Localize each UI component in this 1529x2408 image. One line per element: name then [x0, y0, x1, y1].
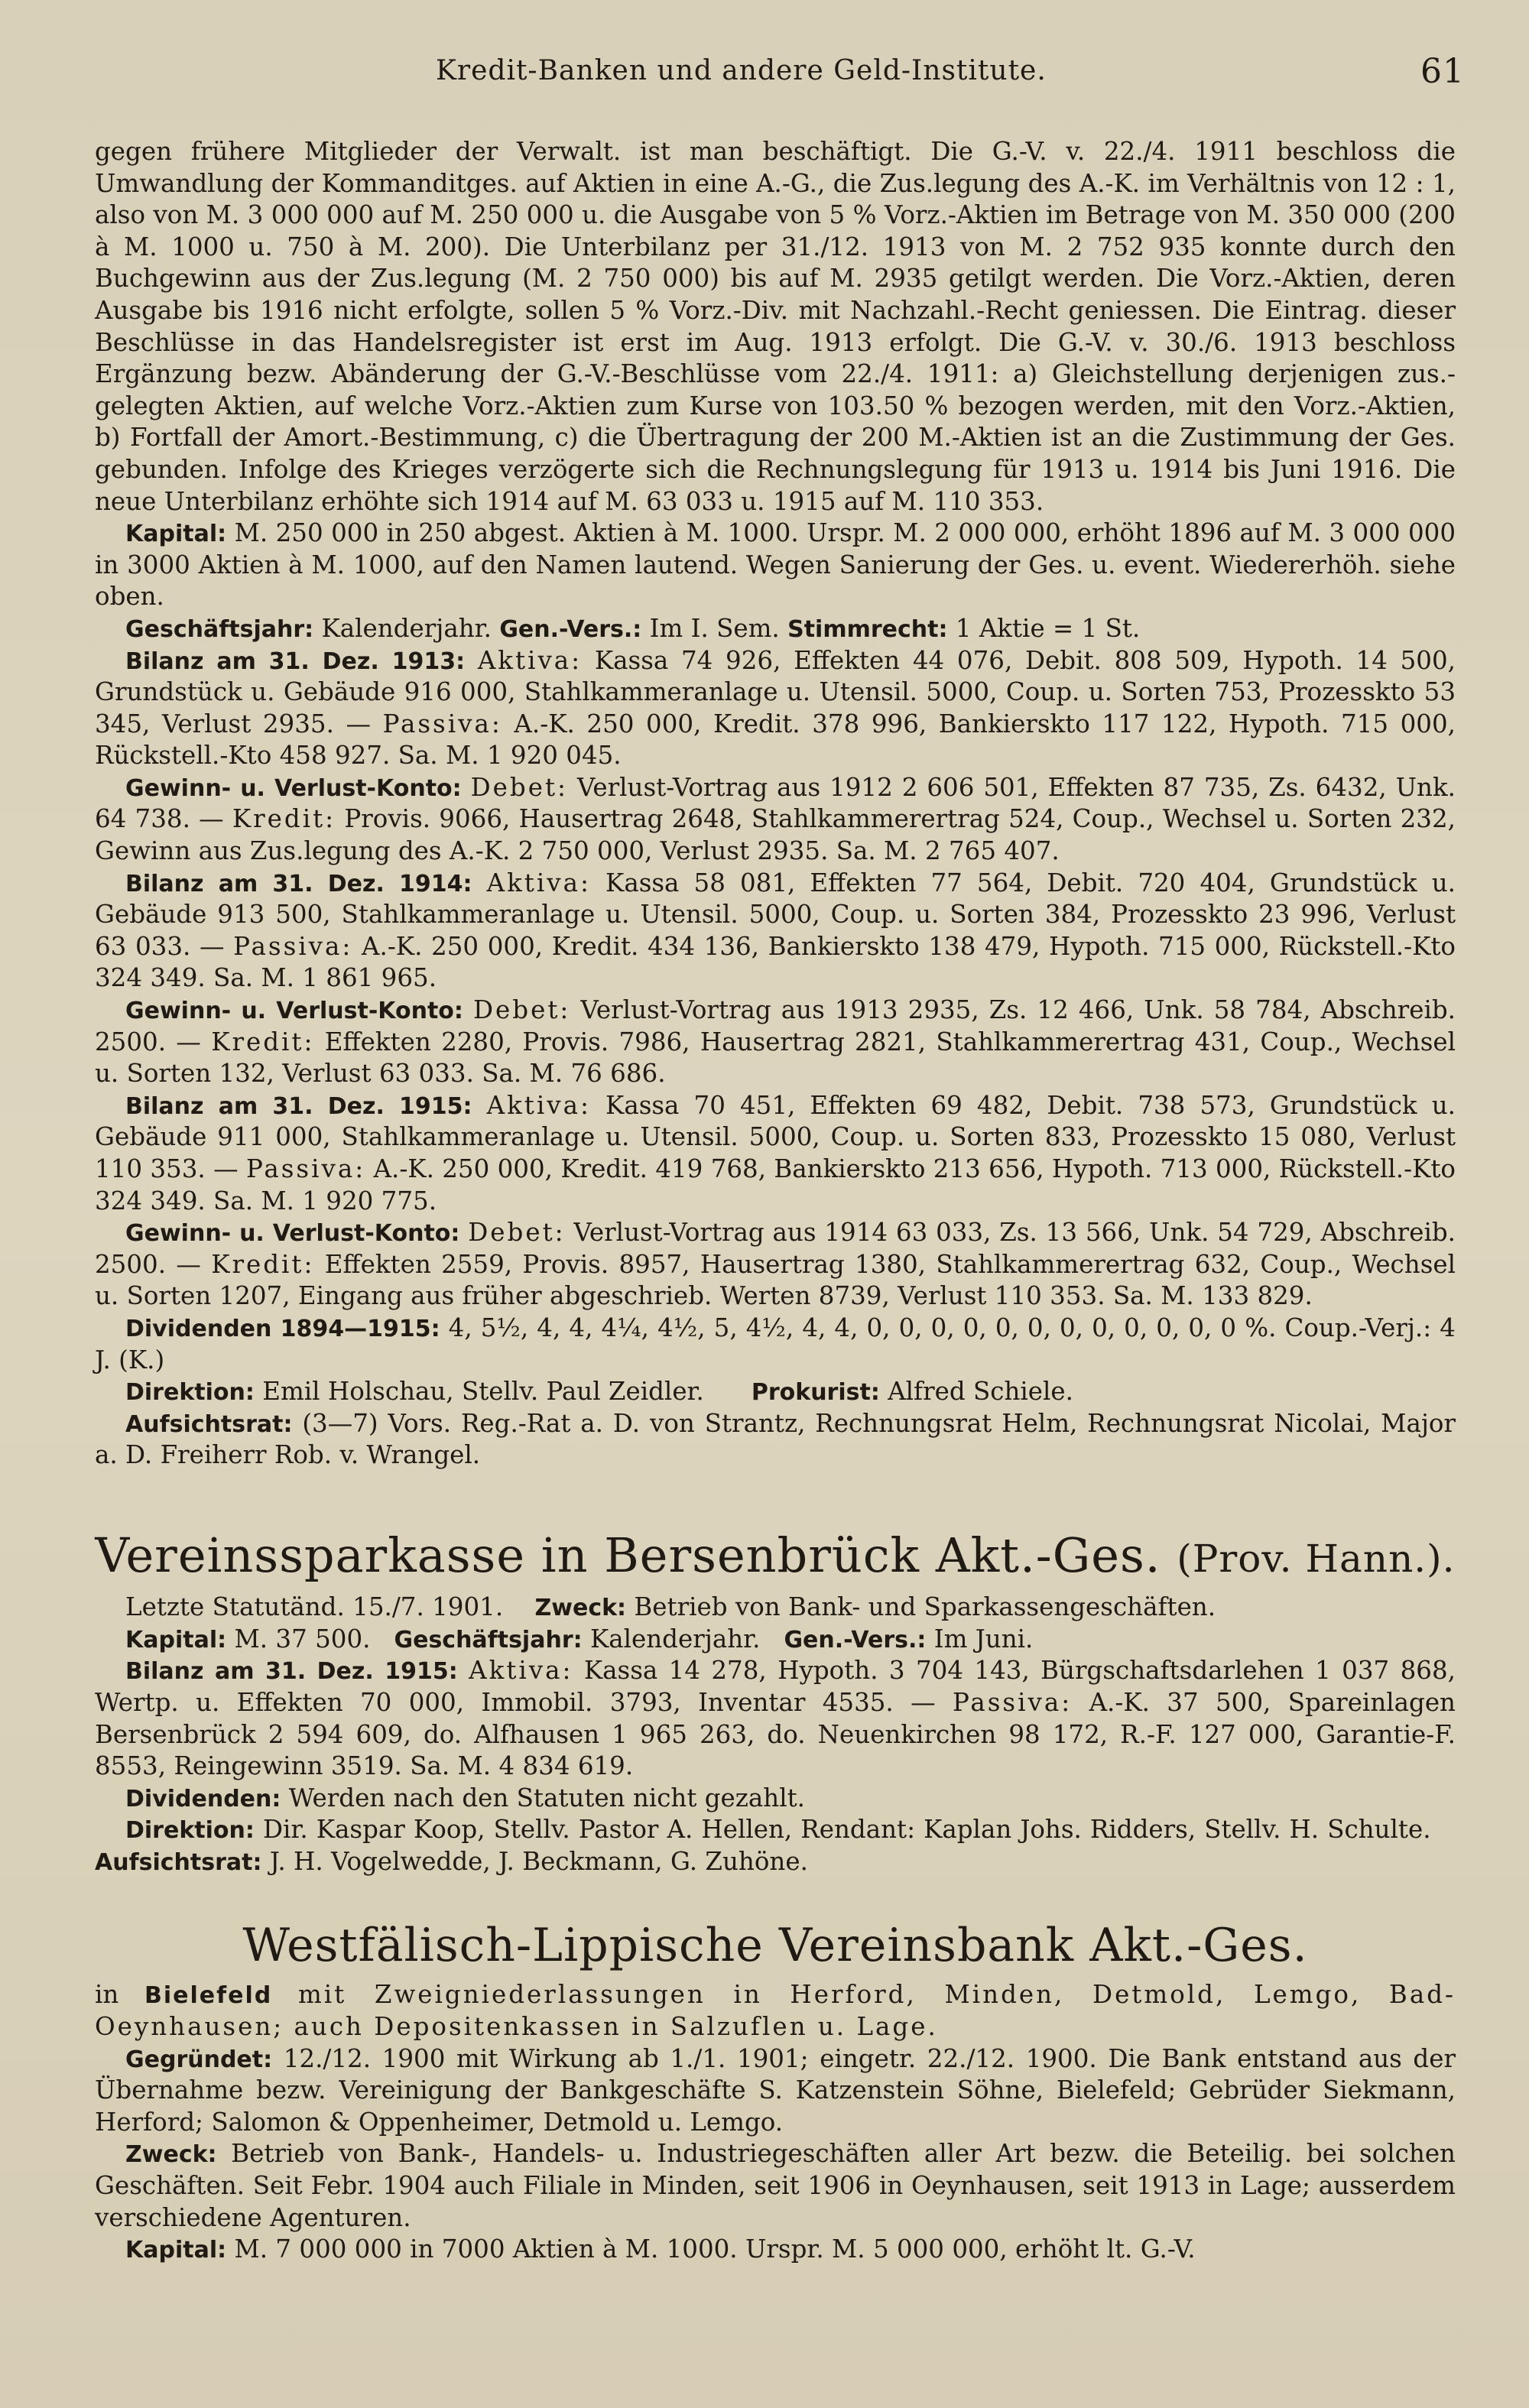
kapital-label: Kapital:	[125, 521, 227, 548]
section-title-westfaelisch-lippische: Westfälisch-Lippische Vereinsbank Akt.-Ges.	[242, 1918, 1308, 1972]
kapital2-paragraph: Kapital: M. 37 500. Geschäftsjahr: Kalenderjahr. Gen.-Vers.: Im Juni.	[125, 1624, 1034, 1653]
kapital-paragraph: Kapital: M. 250 000 in 250 abgest. Aktien à M. 1000. Urspr. M. 2 000 000, erhöht 1896 auf M. 3 000 000 in 3000 Aktien à M. 1000, auf den Namen lautend. Wegen Sanierung der Ges. u. event. Wiedererhöh. siehe oben.	[95, 518, 1456, 612]
page-number: 61	[1420, 52, 1465, 91]
running-title: Kredit-Banken und andere Geld-Institute.	[436, 55, 1047, 86]
bilanz-1913-paragraph: Bilanz am 31. Dez. 1913: Aktiva: Kassa 74 926, Effekten 44 076, Debit. 808 509, Hypoth. 14 500, Grundstück u. Gebäude 916 000, Stahlkammeranlage u. Utensil. 5000, Coup. u. Sorten 753, Prozesskto 53 345, Verlust 2935. — Passiva: A.-K. 250 000, Kredit. 378 996, Bankierskto 117 122, Hypoth. 715 000, Rückstell.-Kto 458 927. Sa. M. 1 920 045.	[95, 645, 1456, 771]
geschaeftsjahr-paragraph: Geschäftsjahr: Kalenderjahr. Gen.-Vers.: Im I. Sem. Stimmrecht: 1 Aktie = 1 St.	[125, 613, 1141, 643]
bilanz-1915-paragraph: Bilanz am 31. Dez. 1915: Aktiva: Kassa 70 451, Effekten 69 482, Debit. 738 573, Grundstück u. Gebäude 911 000, Stahlkammeranlage u. Utensil. 5000, Coup. u. Sorten 833, Prozesskto 15 080, Verlust 110 353. — Passiva: A.-K. 250 000, Kredit. 419 768, Bankierskto 213 656, Hypoth. 713 000, Rückstell.-Kto 324 349. Sa. M. 1 920 775.	[95, 1090, 1456, 1215]
direktion2-paragraph: Direktion: Dir. Kaspar Koop, Stellv. Pastor A. Hellen, Rendant: Kaplan Johs. Ridders, Stellv. H. Schulte. Aufsichtsrat: J. H. Vogelwedde, J. Beckmann, G. Zuhöne.	[95, 1815, 1431, 1877]
intro-paragraph: gegen frühere Mitglieder der Verwalt. ist man beschäftigt. Die G.-V. v. 22./4. 1911 beschloss die Umwandlung der Kommanditges. auf Aktien in eine A.-G., die Zus.legung des A.-K. im Verhältnis von 12 : 1, also von M. 3 000 000 auf M. 250 000 u. die Ausgabe von 5 % Vorz.-Aktien im Betrage von M. 350 000 (200 à M. 1000 u. 750 à M. 200). Die Unterbilanz per 31./12. 1913 von M. 2 752 935 konnte durch den Buchgewinn aus der Zus.legung (M. 2 750 000) bis auf M. 2935 getilgt werden. Die Vorz.-Aktien, deren Ausgabe bis 1916 nicht erfolgte, sollen 5 % Vorz.-Div. mit Nachzahl.-Recht geniessen. Die Eintrag. dieser Beschlüsse in das Handelsregister ist erst im Aug. 1913 erfolgt. Die G.-V. v. 30./6. 1913 beschloss Ergänzung bezw. Abänderung der G.-V.-Beschlüsse vom 22./4. 1911: a) Gleichstellung derjenigen zus.-gelegten Aktien, auf welche Vorz.-Aktien zum Kurse von 103.50 % bezogen werden, mit den Vorz.-Aktien, b) Fortfall der Amort.-Bestimmung, c) die Übertragung der 200 M.-Aktien ist an die Zustimmung der Ges. gebunden. Infolge des Krieges verzögerte sich die Rechnungslegung für 1913 u. 1914 bis Juni 1916. Die neue Unterbilanz erhöhte sich 1914 auf M. 63 033 u. 1915 auf M. 110 353.	[95, 137, 1456, 516]
statut-paragraph: Letzte Statutänd. 15./7. 1901. Zweck: Betrieb von Bank- und Sparkassengeschäften.	[125, 1592, 1216, 1622]
direktion-paragraph: Direktion: Emil Holschau, Stellv. Paul Zeidler. Prokurist: Alfred Schiele.	[125, 1377, 1073, 1407]
guv-1913-paragraph: Gewinn- u. Verlust-Konto: Debet: Verlust-Vortrag aus 1912 2 606 501, Effekten 87 735, Zs. 6432, Unk. 64 738. — Kredit: Provis. 9066, Hausertrag 2648, Stahlkammerertrag 524, Coup., Wechsel u. Sorten 232, Gewinn aus Zus.legung des A.-K. 2 750 000, Verlust 2935. Sa. M. 2 765 407.	[95, 772, 1456, 866]
bilanz-1914-paragraph: Bilanz am 31. Dez. 1914: Aktiva: Kassa 58 081, Effekten 77 564, Debit. 720 404, Grundstück u. Gebäude 913 500, Stahlkammeranlage u. Utensil. 5000, Coup. u. Sorten 384, Prozesskto 23 996, Verlust 63 033. — Passiva: A.-K. 250 000, Kredit. 434 136, Bankierskto 138 479, Hypoth. 715 000, Rückstell.-Kto 324 349. Sa. M. 1 861 965.	[95, 868, 1456, 993]
content	[95, 136, 1456, 2266]
address-paragraph: in Bielefeld mit Zweigniederlassungen in Herford, Minden, Detmold, Lemgo, Bad-Oeynhausen; auch Depositenkassen in Salzuflen u. Lage.	[95, 1980, 1456, 2042]
bilanz2-paragraph: Bilanz am 31. Dez. 1915: Aktiva: Kassa 14 278, Hypoth. 3 704 143, Bürgschaftsdarlehen 1 037 868, Wertp. u. Effekten 70 000, Immobil. 3793, Inventar 4535. — Passiva: A.-K. 37 500, Spareinlagen Bersenbrück 2 594 609, do. Alfhausen 1 965 263, do. Neuenkirchen 98 172, R.-F. 127 000, Garantie-F. 8553, Reingewinn 3519. Sa. M. 4 834 619.	[95, 1656, 1456, 1781]
dividenden-paragraph: Dividenden 1894—1915: 4, 5½, 4, 4, 4¼, 4½, 5, 4½, 4, 4, 0, 0, 0, 0, 0, 0, 0, 0, 0, 0, 0, 0 %. Coup.-Verj.: 4 J. (K.)	[95, 1313, 1456, 1374]
guv-1914-paragraph: Gewinn- u. Verlust-Konto: Debet: Verlust-Vortrag aus 1913 2935, Zs. 12 466, Unk. 58 784, Abschreib. 2500. — Kredit: Effekten 2280, Provis. 7986, Hausertrag 2821, Stahlkammerertrag 431, Coup., Wechsel u. Sorten 132, Verlust 63 033. Sa. M. 76 686.	[95, 995, 1456, 1089]
section-title-vereinssparkasse: Vereinssparkasse in Bersenbrück Akt.-Ges. (Prov. Hann.).	[95, 1527, 1456, 1583]
aufsichtsrat-paragraph: Aufsichtsrat: (3—7) Vors. Reg.-Rat a. D. von Strantz, Rechnungsrat Helm, Rechnungsrat Nicolai, Major a. D. Freiherr Rob. v. Wrangel.	[95, 1408, 1456, 1470]
gegruendet-paragraph: Gegründet: 12./12. 1900 mit Wirkung ab 1./1. 1901; eingetr. 22./12. 1900. Die Bank entstand aus der Übernahme bezw. Vereinigung der Bankgeschäfte S. Katzenstein Söhne, Bielefeld; Gebrüder Siekmann, Herford; Salomon & Oppenheimer, Detmold u. Lemgo.	[95, 2043, 1456, 2137]
dividenden2-paragraph: Dividenden: Werden nach den Statuten nicht gezahlt.	[125, 1783, 805, 1812]
zweck3-paragraph: Zweck: Betrieb von Bank-, Handels- u. Industriegeschäften aller Art bezw. die Beteilig. bei solchen Geschäften. Seit Febr. 1904 auch Filiale in Minden, seit 1906 in Oeynhausen, seit 1913 in Lage; ausserdem verschiedene Agenturen.	[95, 2139, 1456, 2232]
guv-1915-paragraph: Gewinn- u. Verlust-Konto: Debet: Verlust-Vortrag aus 1914 63 033, Zs. 13 566, Unk. 54 729, Abschreib. 2500. — Kredit: Effekten 2559, Provis. 8957, Hausertrag 1380, Stahlkammerertrag 632, Coup., Wechsel u. Sorten 1207, Eingang aus früher abgeschrieb. Werten 8739, Verlust 110 353. Sa. M. 133 829.	[95, 1218, 1456, 1311]
city-name: Bielefeld	[144, 1982, 273, 2010]
kapital3-paragraph: Kapital: M. 7 000 000 in 7000 Aktien à M. 1000. Urspr. M. 5 000 000, erhöht lt. G.-V.	[125, 2234, 1196, 2264]
